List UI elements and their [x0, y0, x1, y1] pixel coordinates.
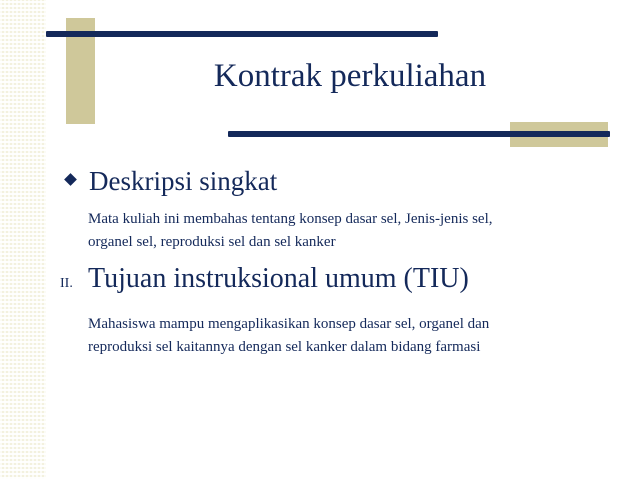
decorative-rule-top — [46, 31, 438, 37]
section-body — [88, 313, 608, 359]
decorative-striped-strip — [0, 0, 46, 479]
bullet-heading: Tujuan instruksional umum (TIU) — [88, 263, 469, 294]
bullet-item-tujuan — [60, 261, 469, 297]
bullet-heading: Deskripsi singkat — [89, 166, 278, 196]
section-body — [88, 208, 608, 254]
slide-title: Kontrak perkuliahan — [213, 58, 487, 94]
roman-numeral-marker: II. — [60, 276, 73, 291]
body-line: organel sel, reproduksi sel dan sel kanker — [88, 234, 336, 250]
body-line: Mahasiswa mampu mengaplikasikan konsep dasar sel, organel dan — [88, 316, 490, 332]
body-line: reproduksi sel kaitannya dengan sel kanker dalam bidang farmasi — [88, 339, 481, 355]
bullet-item-deskripsi — [62, 164, 277, 198]
diamond-bullet-icon — [64, 173, 77, 186]
decorative-rule-right — [228, 131, 610, 137]
body-line: Mata kuliah ini membahas tentang konsep dasar sel, Jenis-jenis sel, — [88, 211, 493, 227]
